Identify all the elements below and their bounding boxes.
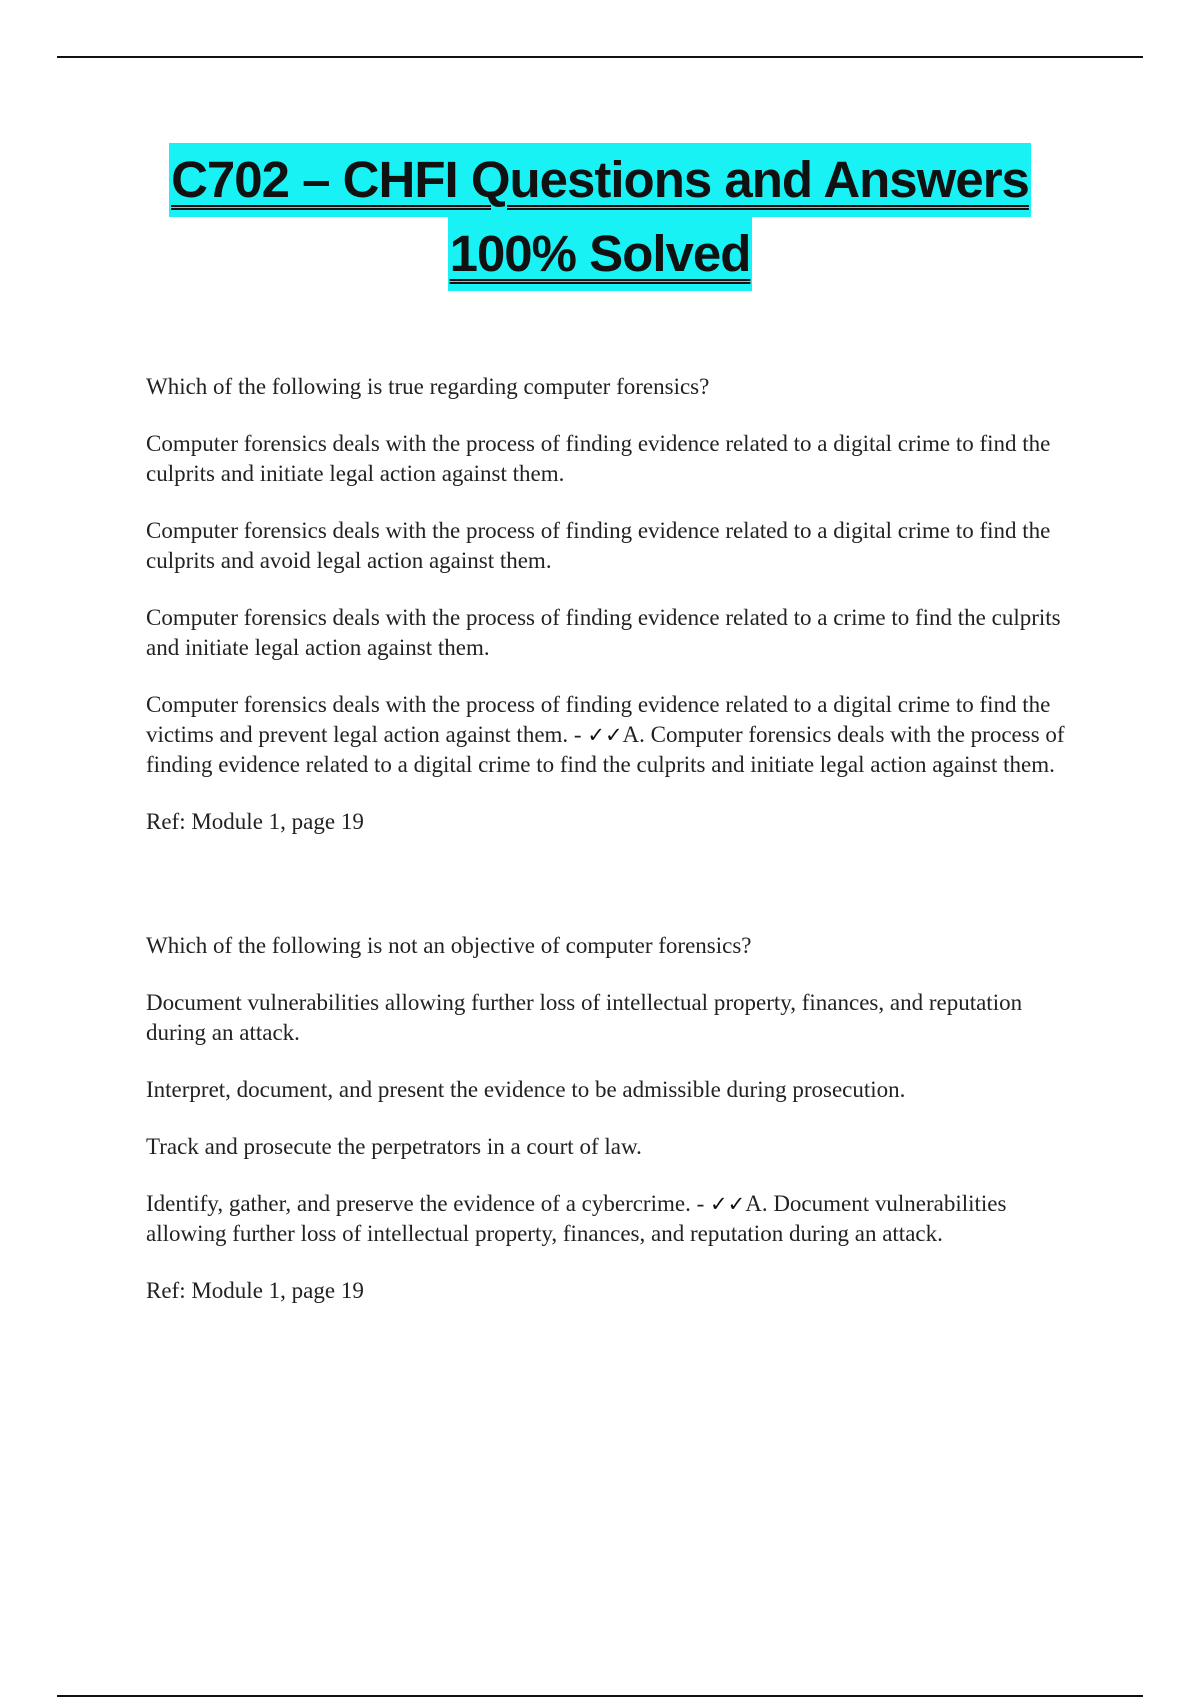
check-mark-icon: ✓✓ [710,1192,746,1216]
question-text: Which of the following is true regarding computer forensics? [146,374,710,399]
option-text: Computer forensics deals with the process of finding evidence related to a digital crime to find the victims and prevent legal action against them. - [146,692,1051,747]
reference-text: Ref: Module 1, page 19 [146,809,364,834]
option-text: Document vulnerabilities allowing further loss of intellectual property, finances, and reputation during an attack. [146,990,1023,1045]
option-text: Identify, gather, and preserve the evidence of a cybercrime. - [146,1191,710,1216]
document-body [146,372,1086,1333]
question-text: Which of the following is not an objective of computer forensics? [146,933,752,958]
title-line-1: C702 – CHFI Questions and Answers [169,143,1031,217]
option-with-answer [146,690,1086,780]
document-title [0,143,1200,291]
top-rule [57,56,1143,58]
section-spacer [146,864,1086,931]
option-with-answer [146,1189,1086,1249]
answer-text: A. Computer forensics deals with the process of finding evidence related to a digital crime to find the culprits and initiate legal action against them. [146,722,1065,777]
option-text: Track and prosecute the perpetrators in a court of law. [146,1134,642,1159]
question-block-2 [146,931,1086,1306]
option-text: Computer forensics deals with the process of finding evidence related to a digital crime to find the culprits and initiate legal action against them. [146,431,1051,486]
option-text: Interpret, document, and present the evidence to be admissible during prosecution. [146,1077,906,1102]
answer-text: A. Document vulnerabilities allowing further loss of intellectual property, finances, and reputation during an attack. [146,1191,1007,1246]
check-mark-icon: ✓✓ [587,723,623,747]
option-text: Computer forensics deals with the process of finding evidence related to a crime to find the culprits and initiate legal action against them. [146,605,1061,660]
bottom-rule [57,1695,1143,1697]
reference-text: Ref: Module 1, page 19 [146,1278,364,1303]
title-line-2: 100% Solved [448,217,753,291]
option-text: Computer forensics deals with the process of finding evidence related to a digital crime to find the culprits and avoid legal action against them. [146,518,1051,573]
question-block-1 [146,372,1086,837]
